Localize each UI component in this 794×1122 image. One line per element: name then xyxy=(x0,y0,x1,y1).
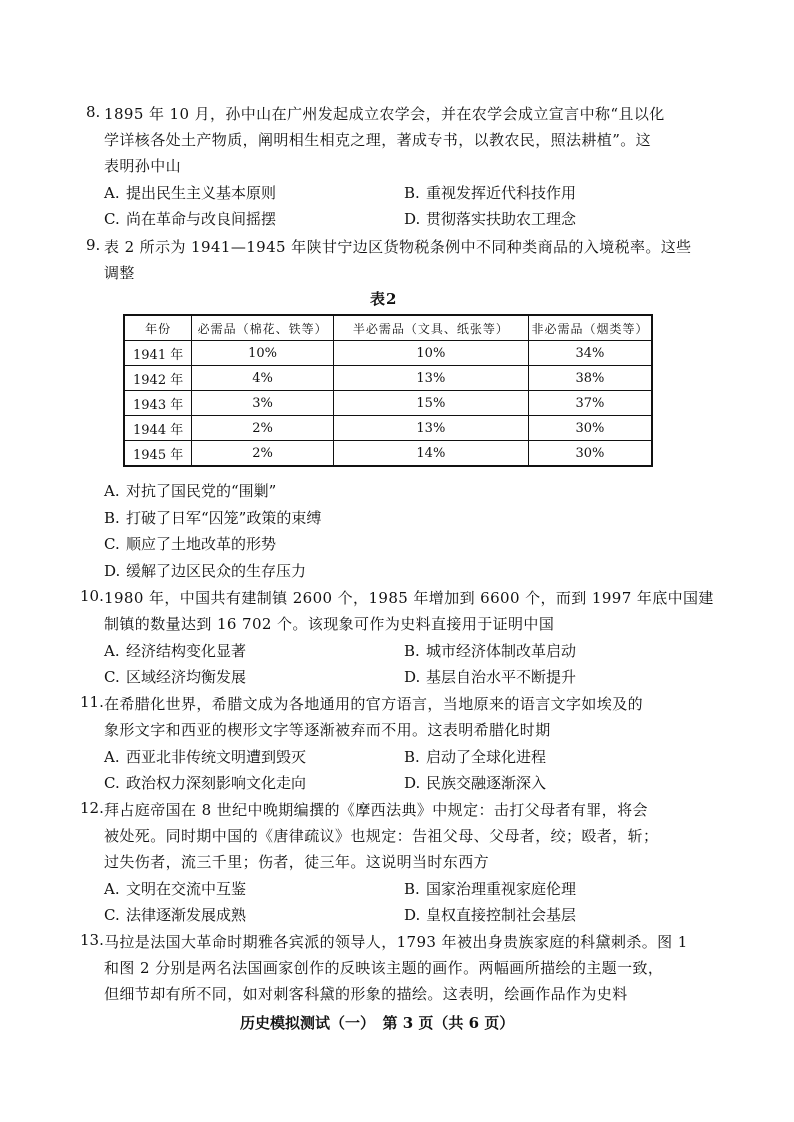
option-a: A. 西亚北非传统文明遭到毁灭 xyxy=(104,748,307,766)
option-c: C. 区域经济均衡发展 xyxy=(104,668,247,686)
table-cell: 1941 年 xyxy=(124,341,192,366)
option-d: D. 贯彻落实扶助农工理念 xyxy=(404,210,577,228)
column-header: 非必需品（烟类等） xyxy=(528,315,652,341)
option-b: B. 重视发挥近代科技作用 xyxy=(404,184,577,202)
question-text-line: 1980 年，中国共有建制镇 2600 个，1985 年增加到 6600 个，而到 1997 年底中国建 xyxy=(104,589,714,607)
option-d: D. 民族交融逐渐深入 xyxy=(404,774,547,792)
option-b: B. 国家治理重视家庭伦理 xyxy=(404,880,577,898)
option-b: B. 打破了日军“囚笼”政策的束缚 xyxy=(104,509,322,527)
question-number: 11. xyxy=(80,693,104,711)
option-c: C. 政治权力深刻影响文化走向 xyxy=(104,774,307,792)
question-text-line: 学详核各处土产物质，阐明相生相克之理，著成专书，以教农民，照法耕植”。这 xyxy=(104,131,652,149)
question-number: 13. xyxy=(80,931,104,949)
option-c: C. 顺应了土地改革的形势 xyxy=(104,535,277,553)
option-c: C. 法律逐渐发展成熟 xyxy=(104,906,247,924)
option-a: A. 文明在交流中互鉴 xyxy=(104,880,247,898)
table-cell: 1944 年 xyxy=(124,416,192,441)
tax-rate-table xyxy=(123,314,653,467)
question-text-line: 1895 年 10 月，孙中山在广州发起成立农学会，并在农学会成立宣言中称“且以化 xyxy=(104,105,665,123)
option-b: B. 城市经济体制改革启动 xyxy=(404,642,577,660)
question-number: 12. xyxy=(80,799,104,817)
table-cell: 37% xyxy=(528,391,652,416)
option-b: B. 启动了全球化进程 xyxy=(404,748,547,766)
question-text-line: 调整 xyxy=(104,264,135,282)
question-text-line: 和图 2 分别是两名法国画家创作的反映该主题的画作。两幅画所描绘的主题一致， xyxy=(104,959,664,977)
table-header-row xyxy=(124,315,652,341)
table-row xyxy=(124,441,652,467)
question-text-line: 表 2 所示为 1941—1945 年陕甘宁边区货物税条例中不同种类商品的入境税率。这些 xyxy=(104,238,692,256)
table-row xyxy=(124,416,652,441)
table-cell: 34% xyxy=(528,341,652,366)
table-cell: 14% xyxy=(333,441,528,467)
table-row xyxy=(124,391,652,416)
question-text-line: 制镇的数量达到 16 702 个。该现象可作为史料直接用于证明中国 xyxy=(104,615,555,633)
table-cell: 2% xyxy=(192,441,333,467)
option-a: A. 对抗了国民党的“围剿” xyxy=(104,482,277,500)
question-text-line: 表明孙中山 xyxy=(104,157,182,175)
page-footer: 历史模拟测试（一） 第 3 页（共 6 页） xyxy=(240,1014,515,1032)
question-text-line: 拜占庭帝国在 8 世纪中晚期编撰的《摩西法典》中规定：击打父母者有罪，将会 xyxy=(104,801,648,819)
table-row xyxy=(124,341,652,366)
option-d: D. 缓解了边区民众的生存压力 xyxy=(104,562,307,580)
option-c: C. 尚在革命与改良间摇摆 xyxy=(104,210,277,228)
option-d: D. 皇权直接控制社会基层 xyxy=(404,906,577,924)
table-cell: 30% xyxy=(528,416,652,441)
table-cell: 10% xyxy=(333,341,528,366)
option-d: D. 基层自治水平不断提升 xyxy=(404,668,577,686)
question-number: 8. xyxy=(86,103,101,121)
column-header: 半必需品（文具、纸张等） xyxy=(333,315,528,341)
column-header: 年份 xyxy=(124,315,192,341)
question-text-line: 被处死。同时期中国的《唐律疏议》也规定：告祖父母、父母者，绞；殴者，斩； xyxy=(104,827,659,845)
question-text-line: 象形文字和西亚的楔形文字等逐渐被弃而不用。这表明希腊化时期 xyxy=(104,721,551,739)
question-text-line: 但细节却有所不同，如对刺客科黛的形象的描绘。这表明，绘画作品作为史料 xyxy=(104,985,628,1003)
table-cell: 1943 年 xyxy=(124,391,192,416)
table-cell: 13% xyxy=(333,416,528,441)
table-cell: 30% xyxy=(528,441,652,467)
table-cell: 10% xyxy=(192,341,333,366)
table-cell: 15% xyxy=(333,391,528,416)
question-text-line: 过失伤者，流三千里；伤者，徒三年。这说明当时东西方 xyxy=(104,853,490,871)
table-cell: 3% xyxy=(192,391,333,416)
table-cell: 38% xyxy=(528,366,652,391)
table-cell: 1942 年 xyxy=(124,366,192,391)
question-number: 10. xyxy=(80,587,104,605)
table-row xyxy=(124,366,652,391)
question-text-line: 马拉是法国大革命时期雅各宾派的领导人，1793 年被出身贵族家庭的科黛刺杀。图 1 xyxy=(104,933,688,951)
column-header: 必需品（棉花、铁等） xyxy=(192,315,333,341)
question-text-line: 在希腊化世界，希腊文成为各地通用的官方语言，当地原来的语言文字如埃及的 xyxy=(104,695,644,713)
table-cell: 13% xyxy=(333,366,528,391)
option-a: A. 提出民生主义基本原则 xyxy=(104,184,277,202)
option-a: A. 经济结构变化显著 xyxy=(104,642,247,660)
table-cell: 2% xyxy=(192,416,333,441)
table-cell: 1945 年 xyxy=(124,441,192,467)
question-number: 9. xyxy=(86,236,101,254)
table-cell: 4% xyxy=(192,366,333,391)
table-caption: 表2 xyxy=(370,290,398,308)
